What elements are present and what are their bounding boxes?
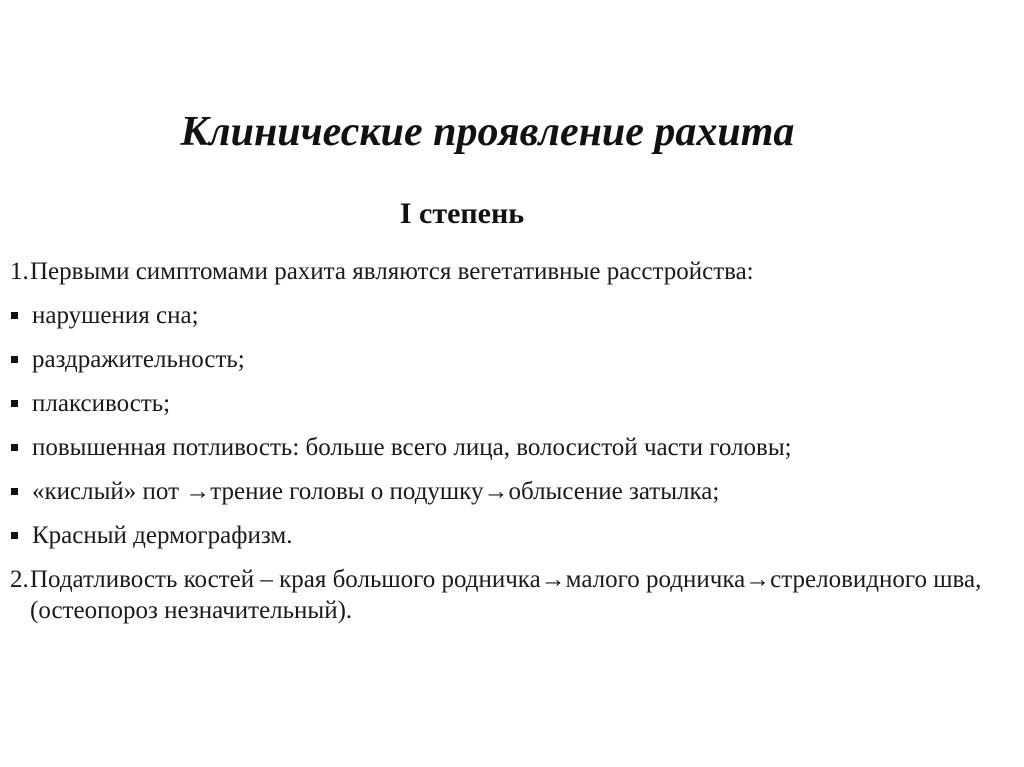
item-text: раздражительность;: [32, 346, 245, 373]
slide-title: Клинические проявление рахита: [180, 109, 795, 155]
item-text: Первыми симптомами рахита являются вегетативные расстройства:: [30, 258, 754, 285]
square-bullet-icon: [11, 312, 18, 319]
item-text: Красный дермографизм.: [32, 522, 293, 549]
item-number: 2.: [10, 566, 29, 593]
list-item-bullet: [10, 388, 1010, 419]
list-item-bullet: [10, 520, 1010, 551]
item-text: плаксивость;: [32, 390, 171, 417]
content-list: [10, 256, 1010, 639]
square-bullet-icon: [11, 356, 18, 363]
slide-subtitle: I степень: [399, 197, 525, 230]
list-item-numbered-1: [10, 256, 1010, 287]
item-text: нарушения сна;: [32, 302, 199, 329]
list-item-bullet: [10, 432, 1010, 463]
item-number: 1.: [10, 258, 29, 285]
square-bullet-icon: [11, 444, 18, 451]
item-text: Податливость костей – края большого родничка→малого родничка→стреловидного шва, (остеопороз незначительный).: [30, 566, 982, 624]
list-item-bullet: [10, 476, 1010, 507]
square-bullet-icon: [11, 400, 18, 407]
item-text: повышенная потливость: больше всего лица, волосистой части головы;: [32, 434, 792, 461]
list-item-bullet: [10, 344, 1010, 375]
square-bullet-icon: [11, 532, 18, 539]
square-bullet-icon: [11, 488, 18, 495]
list-item-numbered-2: [10, 564, 1010, 626]
list-item-bullet: [10, 300, 1010, 331]
item-text: «кислый» пот →трение головы о подушку→облысение затылка;: [32, 478, 720, 505]
